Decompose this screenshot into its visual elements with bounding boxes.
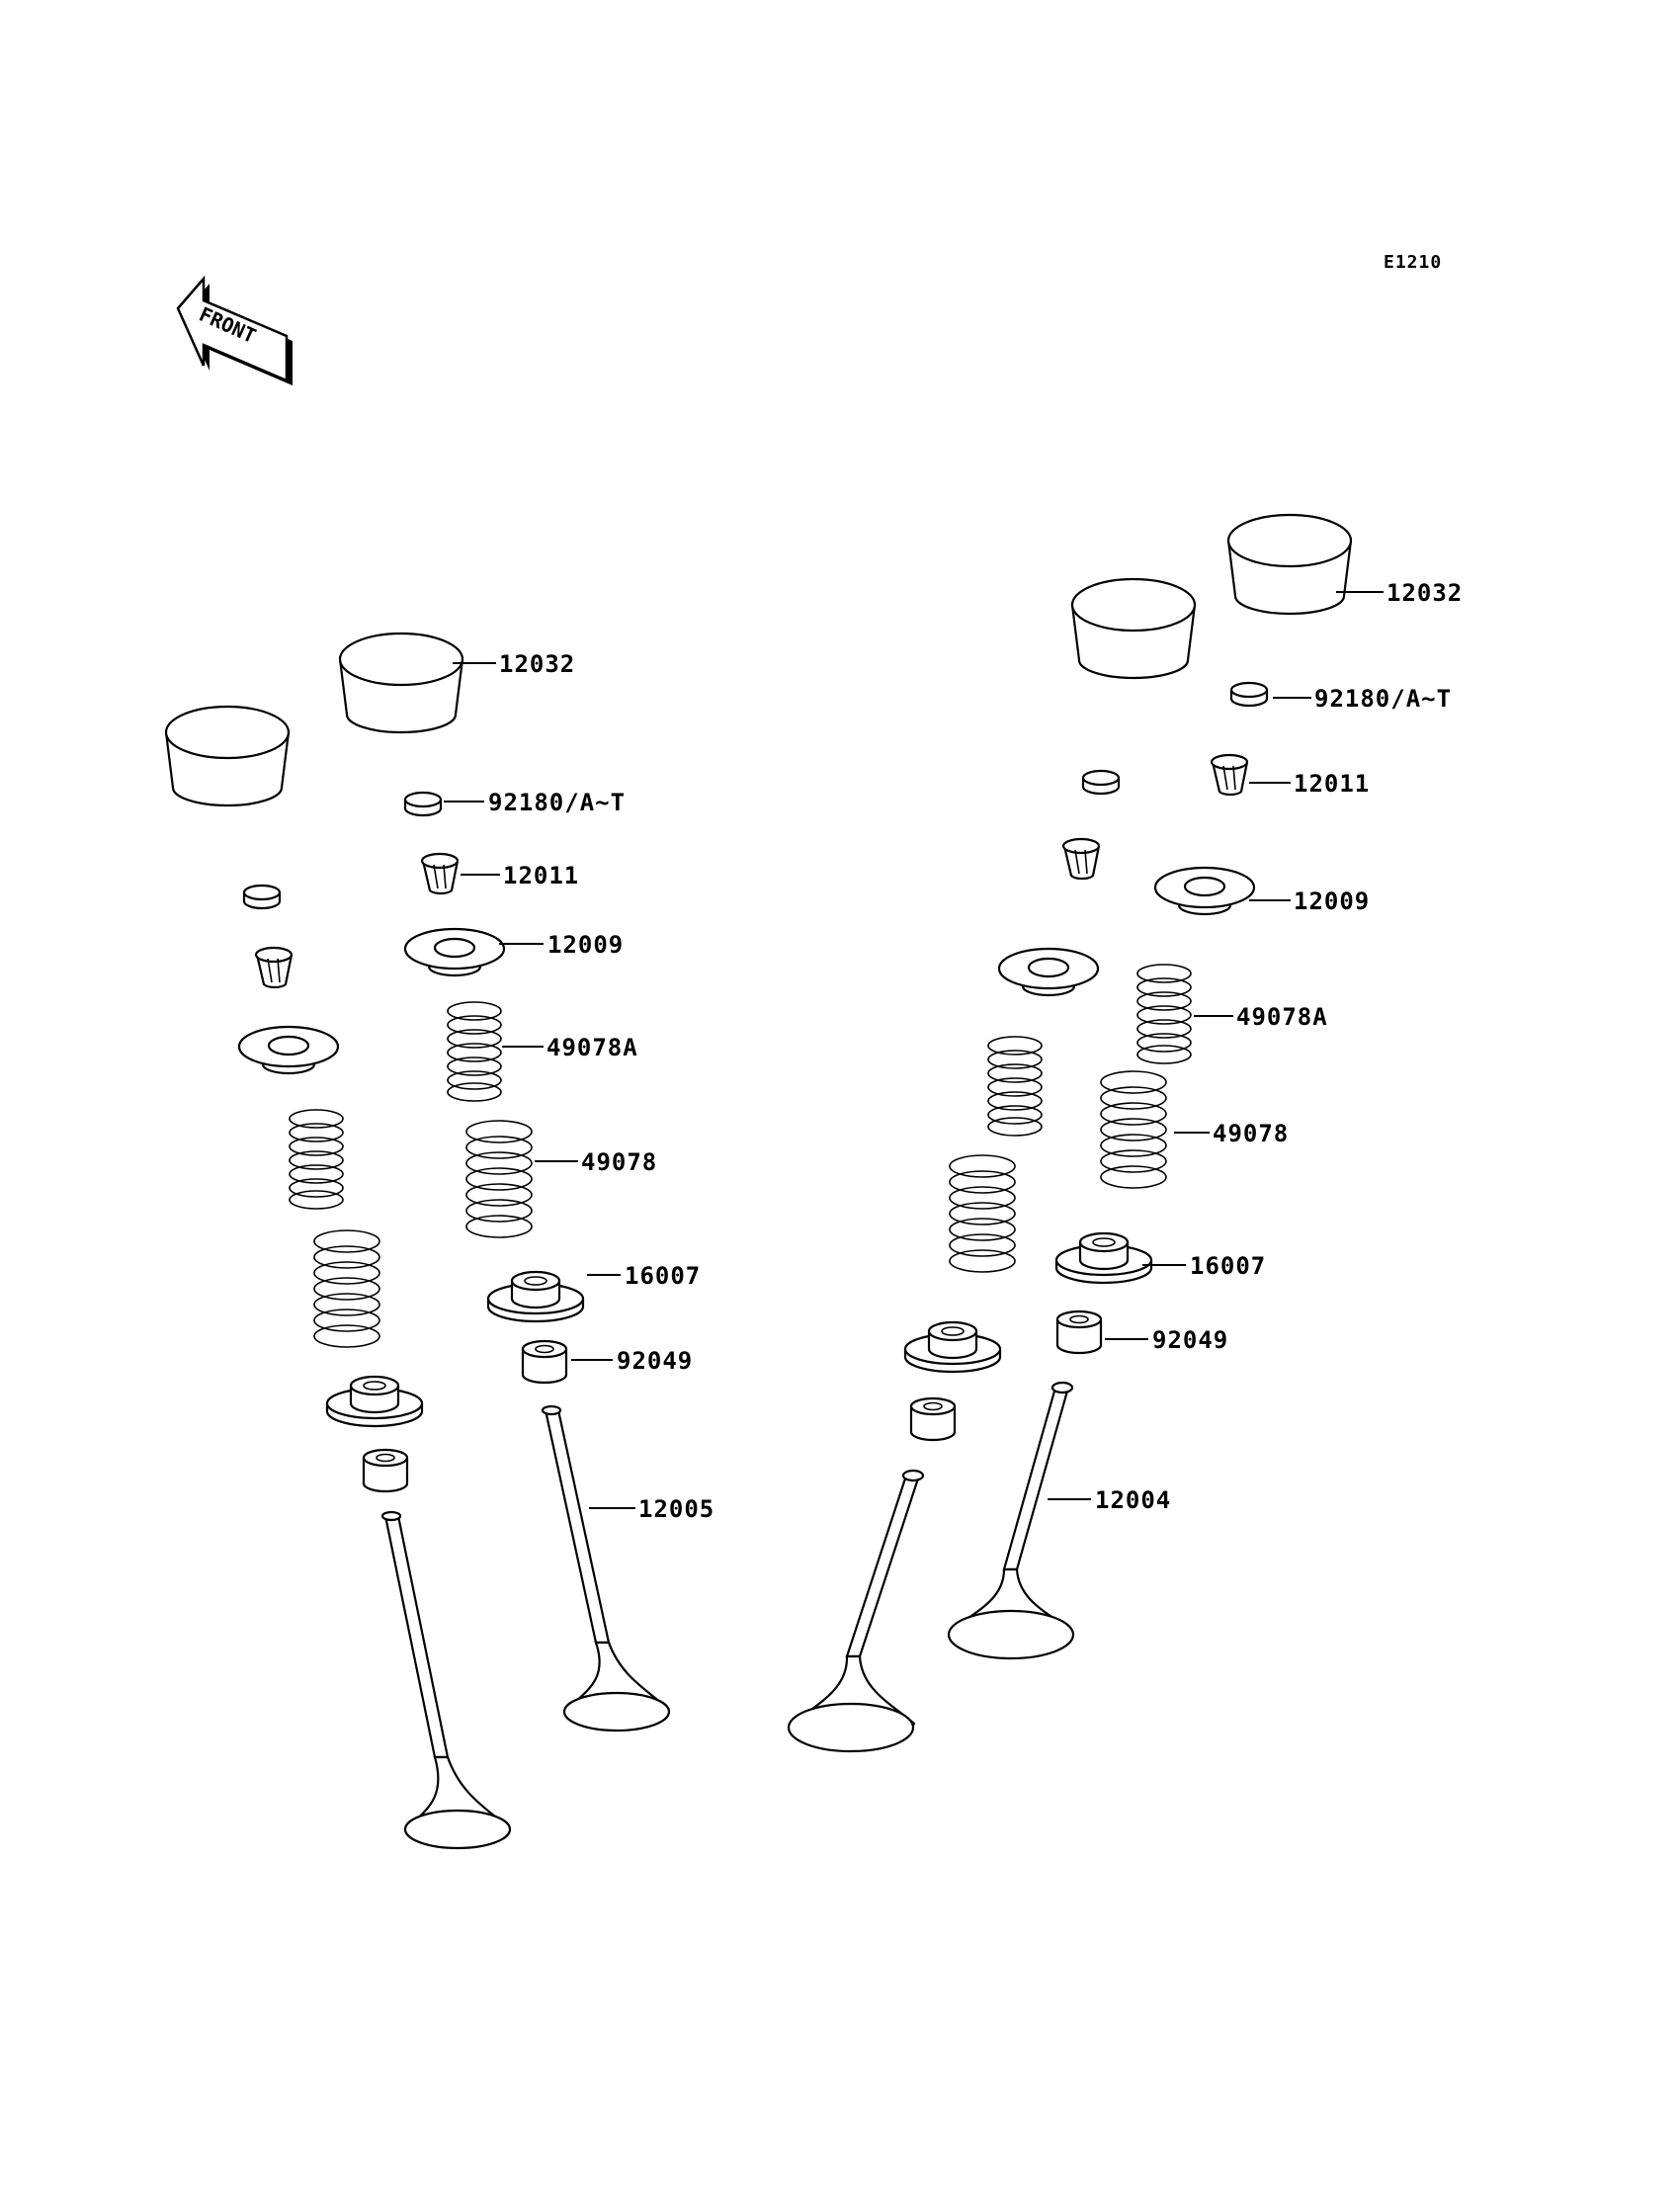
spring-seat-a <box>327 1377 422 1426</box>
inner-spring-d <box>1137 965 1191 1063</box>
spring-seat-c <box>905 1322 1000 1372</box>
left-bank <box>166 634 714 1848</box>
diagram-code: E1210 <box>1384 252 1443 273</box>
label-inner-spring-left: 49078A <box>546 1034 638 1061</box>
exhaust-valve-b <box>543 1406 669 1731</box>
label-intake-valve: 12004 <box>1095 1486 1172 1514</box>
label-spring-seat-left: 16007 <box>625 1262 702 1290</box>
retainer-b <box>405 929 504 975</box>
keeper-a <box>256 948 292 987</box>
front-arrow-icon <box>178 279 293 385</box>
tappet-a <box>166 707 289 805</box>
label-shim-right: 92180/A~T <box>1314 685 1453 713</box>
stem-seal-c <box>911 1398 955 1440</box>
retainer-c <box>999 949 1098 995</box>
label-shim-left: 92180/A~T <box>488 789 627 816</box>
retainer-d <box>1155 868 1254 914</box>
label-stem-seal-left: 92049 <box>617 1347 694 1375</box>
stem-seal-a <box>364 1450 407 1491</box>
outer-spring-d <box>1101 1071 1166 1188</box>
label-tappet-left: 12032 <box>499 650 576 678</box>
intake-valve-d <box>949 1383 1073 1658</box>
front-label: FRONT <box>195 301 260 349</box>
label-tappet-right: 12032 <box>1386 579 1464 607</box>
shim-d <box>1231 683 1267 706</box>
tappet-c <box>1072 579 1195 678</box>
tappet-b <box>340 634 462 732</box>
exhaust-valve-a <box>382 1512 510 1848</box>
label-stem-seal-right: 92049 <box>1152 1326 1229 1354</box>
keeper-c <box>1063 839 1099 879</box>
label-inner-spring-right: 49078A <box>1236 1003 1328 1031</box>
outer-spring-a <box>314 1230 379 1347</box>
label-outer-spring-left: 49078 <box>581 1148 658 1176</box>
inner-spring-c <box>988 1037 1042 1136</box>
retainer-a <box>239 1027 338 1073</box>
label-exhaust-valve: 12005 <box>638 1495 715 1523</box>
label-keeper-right: 12011 <box>1294 770 1371 798</box>
keeper-b <box>422 854 458 893</box>
label-retainer-left: 12009 <box>547 931 625 959</box>
outer-spring-b <box>466 1121 532 1237</box>
right-bank <box>789 515 1463 1751</box>
intake-valve-c <box>789 1471 923 1751</box>
inner-spring-a <box>290 1110 343 1209</box>
label-spring-seat-right: 16007 <box>1190 1252 1267 1280</box>
shim-a <box>244 886 280 908</box>
spring-seat-b <box>488 1272 583 1321</box>
label-keeper-left: 12011 <box>503 862 580 889</box>
tappet-d <box>1228 515 1351 614</box>
inner-spring-b <box>448 1002 501 1101</box>
label-outer-spring-right: 49078 <box>1213 1120 1290 1147</box>
stem-seal-d <box>1057 1311 1101 1353</box>
shim-c <box>1083 771 1119 794</box>
spring-seat-d <box>1056 1233 1151 1283</box>
label-retainer-right: 12009 <box>1294 887 1371 915</box>
shim-b <box>405 793 441 815</box>
stem-seal-b <box>523 1341 566 1383</box>
keeper-d <box>1212 755 1247 795</box>
outer-spring-c <box>950 1155 1015 1272</box>
